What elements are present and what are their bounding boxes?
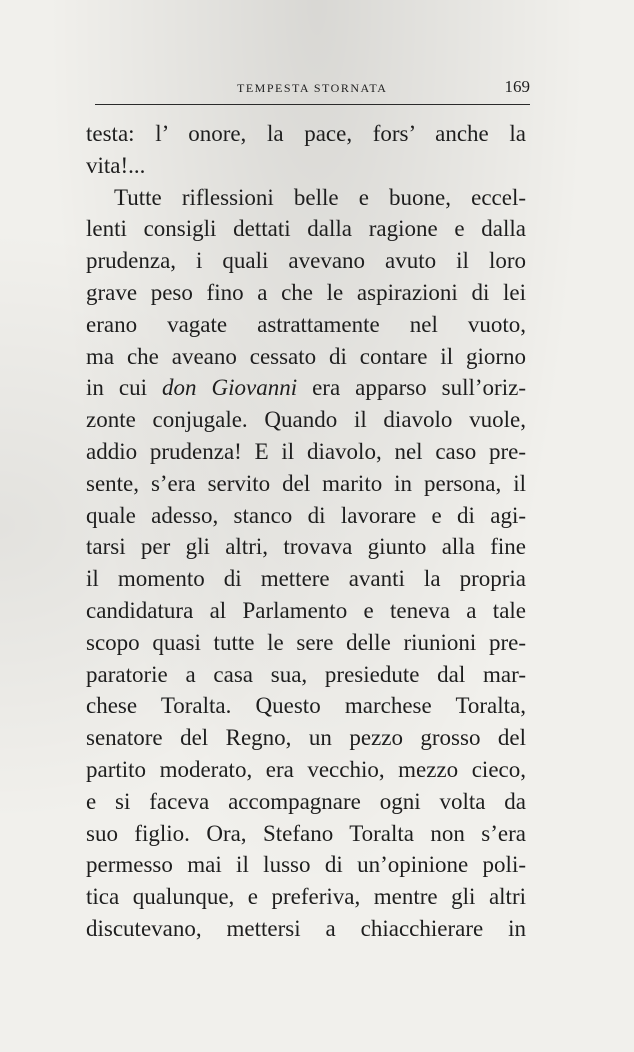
text-fragment: era apparso sull’oriz-: [312, 375, 526, 401]
text-line: tica qualunque, e preferiva, mentre gli altri: [86, 884, 526, 910]
text-line: paratorie a casa sua, presiedute dal mar-: [86, 661, 526, 687]
text-line: grave peso fino a che le aspirazioni di lei: [86, 279, 526, 305]
text-line: partito moderato, era vecchio, mezzo cieco,: [86, 756, 526, 782]
text-line: prudenza, i quali avevano avuto il loro: [86, 248, 526, 274]
body-text: [86, 118, 526, 945]
text-line: testa: l’ onore, la pace, fors’ anche la: [86, 121, 526, 146]
text-fragment: in cui: [86, 375, 147, 401]
text-line: candidatura al Parlamento e teneva a tale: [86, 597, 526, 623]
text-line: zonte conjugale. Quando il diavolo vuole,: [86, 407, 526, 433]
text-line: scopo quasi tutte le sere delle riunioni pre-: [86, 629, 526, 655]
text-line: chese Toralta. Questo marchese Toralta,: [86, 693, 526, 719]
text-line: Tutte riflessioni belle e buone, eccel-: [114, 184, 526, 210]
text-line: ma che aveano cessato di contare il giorno: [86, 343, 526, 369]
text-line: lenti consigli dettati dalla ragione e dalla: [86, 216, 526, 242]
text-line-with-italic: [86, 372, 526, 404]
text-line: erano vagate astrattamente nel vuoto,: [86, 311, 526, 337]
text-line: quale adesso, stanco di lavorare e di agi-: [86, 502, 526, 528]
text-line: senatore del Regno, un pezzo grosso del: [86, 725, 526, 751]
text-line: e si faceva accompagnare ogni volta da: [86, 788, 526, 814]
italic-name: don Giovanni: [161, 375, 298, 401]
page-number: 169: [504, 77, 530, 96]
text-line: tarsi per gli altri, trovava giunto alla fine: [86, 534, 526, 560]
text-line: addio prudenza! E il diavolo, nel caso pre-: [86, 438, 526, 464]
text-line: discutevano, mettersi a chiacchierare in: [86, 915, 526, 941]
text-line: vita!...: [86, 152, 146, 178]
text-line: permesso mai il lusso di un’opinione poli-: [86, 852, 526, 878]
text-line: il momento di mettere avanti la propria: [86, 566, 526, 592]
header-rule: [95, 104, 530, 105]
page-header: [90, 78, 530, 100]
text-line: sente, s’era servito del marito in persona, il: [86, 470, 526, 496]
text-line: suo figlio. Ora, Stefano Toralta non s’era: [86, 820, 526, 846]
running-head: TEMPESTA STORNATA: [237, 81, 388, 95]
